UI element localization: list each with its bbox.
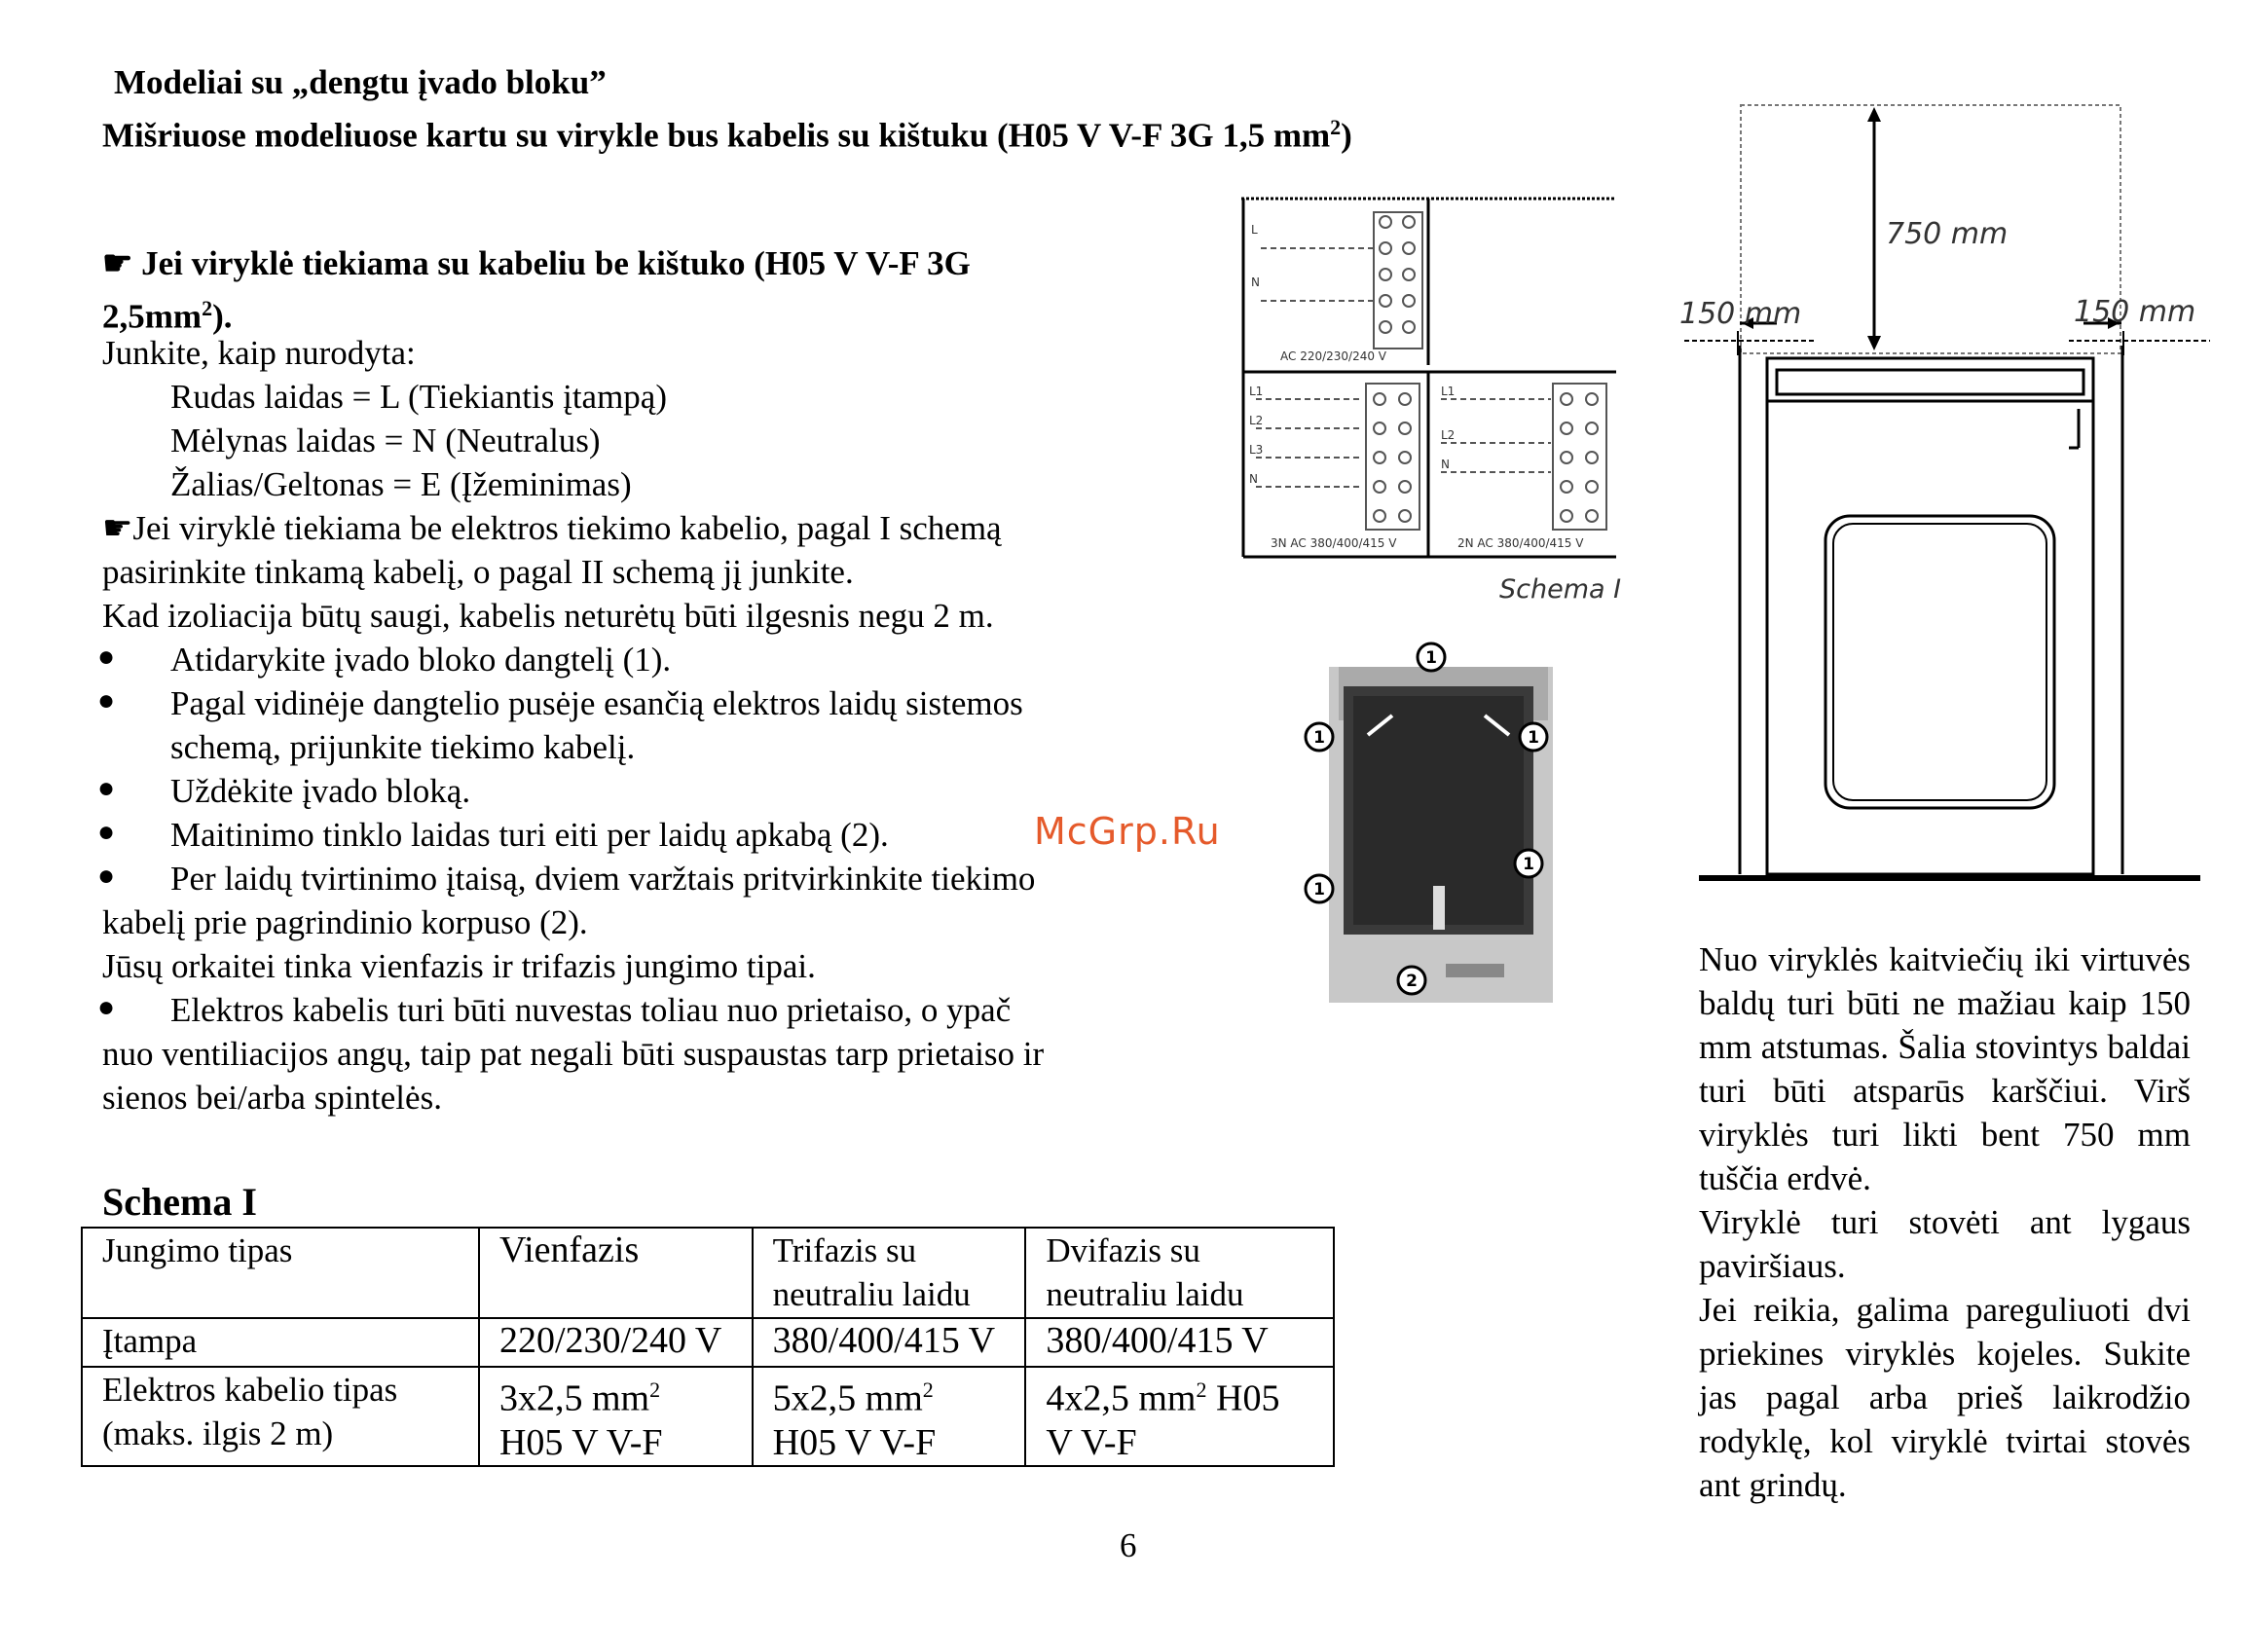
label-l3: L3 [1249,443,1264,457]
bullet-item-cont: schemą, prijunkite tiekimo kabelį. [170,728,636,766]
bullet-item: Per laidų tvirtinimo įtaisą, dviem varžtais pritvirkinkite tiekimo [170,860,1036,898]
marker-1: 1 [1313,880,1325,899]
voltage-label: 3N AC 380/400/415 V [1271,536,1397,550]
wire-blue: Mėlynas laidas = N (Neutralus) [170,422,601,459]
paragraph: Nuo viryklės kaitviečių iki virtuvės baldų turi būti ne mažiau kaip 150 mm atstumas. Šalia stovintys baldai turi būti atsparūs karščiui. Virš viryklės turi likti bent 750 mm tuščia erdvė. [1699,940,2191,1197]
table-header: Jungimo tipas [82,1228,479,1318]
bullet-item: Maitinimo tinklo laidas turi eiti per laidų apkabą (2). [170,816,889,854]
bullet-item: Elektros kabelis turi būti nuvestas toliau nuo prietaiso, o ypač [170,991,1012,1029]
table-row [82,1367,1334,1466]
marker-1: 1 [1313,728,1325,748]
paragraph-no-cable: ☛Jei viryklė tiekiama be elektros tiekimo kabelio, pagal I schemą [102,509,1002,547]
table-header: Vienfazis [479,1228,753,1318]
label-l1: L1 [1441,385,1456,398]
paragraph: Viryklė turi stovėti ant lygaus paviršiaus. [1699,1203,2191,1285]
bullet-icon: ● [97,641,116,673]
clearance-left: 150 mm [1679,297,1802,331]
schema-caption: Schema I [1499,574,1622,605]
clearance-right: 150 mm [2074,295,2196,329]
installation-diagram [1679,97,2210,891]
connect-text: Junkite, kaip nurodyta: [102,334,416,372]
terminal-block-photo [1290,638,1582,1008]
label-n: N [1249,472,1258,486]
label-n: N [1251,275,1260,289]
bullet-item: Uždėkite įvado bloką. [170,772,471,810]
pointing-hand-icon: ☛ [102,244,142,282]
table-row [82,1228,1334,1318]
right-paragraph [1699,937,2191,1507]
wiring-diagram [1241,195,1616,565]
paragraph-insulation: Kad izoliacija būtų saugi, kabelis neturėtų būti ilgesnis negu 2 m. [102,597,994,635]
table-cell: Įtampa [82,1318,479,1367]
voltage-label: 2N AC 380/400/415 V [1457,536,1584,550]
marker-1: 1 [1425,648,1437,668]
bullet-item: Pagal vidinėje dangtelio pusėje esančią elektros laidų sistemos [170,684,1023,722]
paragraph-no-cable-cont: pasirinkite tinkamą kabelį, o pagal II schemą jį junkite. [102,553,854,591]
page-number: 6 [1120,1526,1137,1564]
clearance-top: 750 mm [1886,217,2009,251]
page-subtitle: Mišriuose modeliuose kartu su virykle bus kabelis su kištuku (H05 V V-F 3G 1,5 $mm^2$) [102,115,1352,155]
bullet-item: Atidarykite įvado bloko dangtelį (1). [170,641,672,679]
bullet-icon: ● [97,991,116,1023]
paragraph: Jei reikia, galima pareguliuoti dvi priekines viryklės kojeles. Sukite jas pagal arba prieš laikrodžio rodyklę, kol viryklė tvirtai stovės ant grindų. [1699,1291,2191,1504]
schema-title: Schema I [102,1180,257,1224]
bullet-icon: ● [97,772,116,804]
section-heading: ☛ Jei viryklė tiekiama su kabeliu be kištuko (H05 V V-F 3G [102,244,971,282]
table-cell: 4x2,5 $mm^2$ H05 V V-F [1025,1367,1334,1466]
table-cell: Elektros kabelio tipas (maks. ilgis 2 m) [82,1367,479,1466]
label-l2: L2 [1441,428,1456,442]
marker-1: 1 [1523,855,1534,874]
table-header: Dvifazis su neutraliu laidu [1025,1228,1334,1318]
bullet-icon: ● [97,684,116,716]
wire-green-yellow: Žalias/Geltonas = E (Įžeminimas) [170,465,632,503]
label-l: L [1251,223,1258,237]
table-cell: 5x2,5 $mm^2$ H05 V V-F [753,1367,1026,1466]
table-header: Trifazis su neutraliu laidu [753,1228,1026,1318]
label-l2: L2 [1249,414,1264,427]
table-cell: 3x2,5 $mm^2$ H05 V V-F [479,1367,753,1466]
page-title: Modeliai su „dengtu įvado bloku” [114,63,607,101]
marker-2: 2 [1406,972,1418,991]
table-cell: 220/230/240 V [479,1318,753,1367]
table-cell: 380/400/415 V [753,1318,1026,1367]
watermark: McGrp.Ru [1034,810,1221,853]
bullet-icon: ● [97,816,116,848]
bullet-item-cont: sienos bei/arba spintelės. [102,1079,442,1117]
bullet-item-cont: nuo ventiliacijos angų, taip pat negali būti suspaustas tarp prietaiso ir [102,1035,1045,1073]
pointing-hand-icon: ☛ [102,509,133,547]
label-n: N [1441,458,1450,471]
marker-1: 1 [1528,728,1539,748]
section-heading-cont: $2,5mm^2$). [102,296,233,336]
table-cell: 380/400/415 V [1025,1318,1334,1367]
bullet-icon: ● [97,860,116,892]
table-row [82,1318,1334,1367]
voltage-label: AC 220/230/240 V [1280,349,1387,363]
label-l1: L1 [1249,385,1264,398]
bullet-item-cont: kabelį prie pagrindinio korpuso (2). [102,903,588,941]
wire-brown: Rudas laidas = L (Tiekiantis įtampą) [170,378,667,416]
paragraph-phases: Jūsų orkaitei tinka vienfazis ir trifazis jungimo tipai. [102,947,816,985]
schema-table [81,1227,1335,1467]
